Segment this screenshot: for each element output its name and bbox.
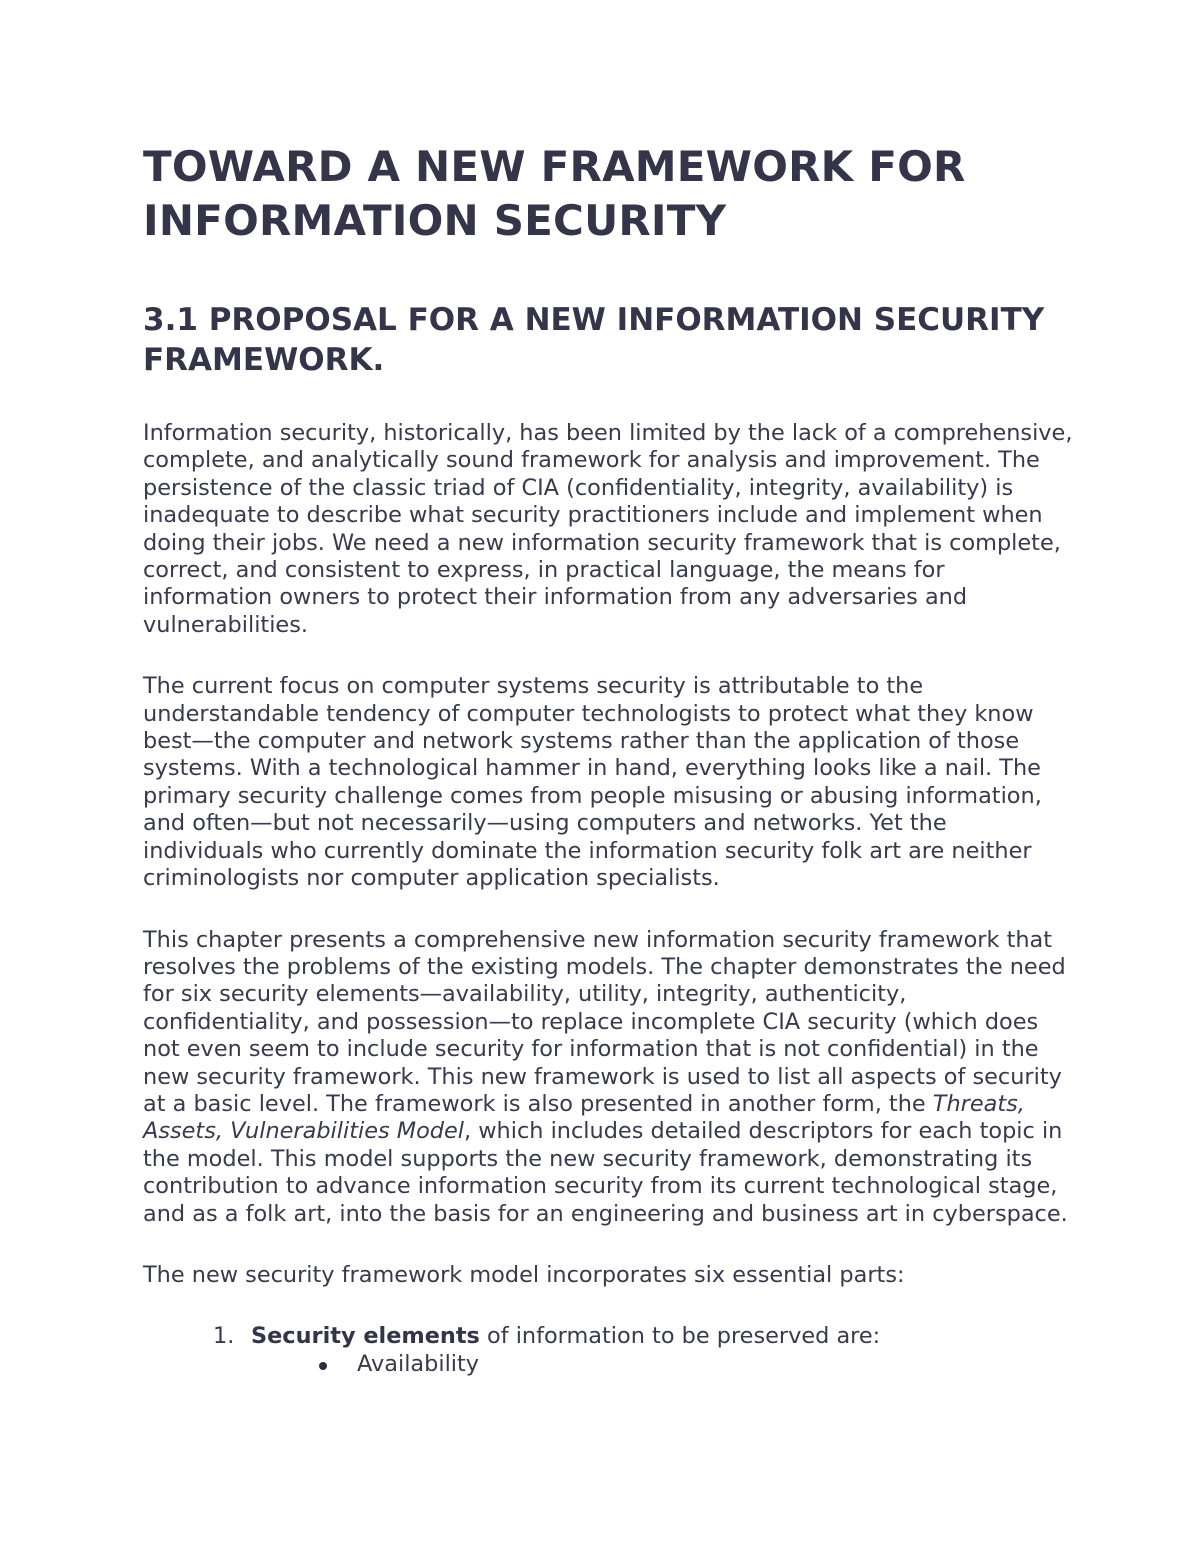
essential-parts-list: [143, 1323, 1073, 1378]
section-heading: 3.1 PROPOSAL FOR A NEW INFORMATION SECURITY FRAMEWORK.: [143, 302, 1045, 378]
document-title: TOWARD A NEW FRAMEWORK FOR INFORMATION SECURITY: [143, 142, 966, 245]
list-item-bold-term: Security elements: [251, 1323, 480, 1350]
document-body: [143, 140, 1073, 1378]
sublist-item-label: Availability: [357, 1350, 480, 1377]
paragraph-3-text-start: This chapter presents a comprehensive new information security framework that resolves the problems of the existing models. The chapter demonstrates the need for six security elements—availability, utility, integrity, authenticity, confidentiality, and possession—to replace incomplete CIA security (which does not even seem to include security for information that is not confidential) in the new security framework. This new framework is used to list all aspects of security at a basic level. The framework is also presented in another form, the: [143, 926, 1066, 1117]
paragraph-3-text-end: , which includes detailed descriptors for each topic in the model. This model supports the new security framework, demonstrating its contribution to advance information security from its current technological stage, and as a folk art, into the basis for an engineering and business art in cyberspace.: [143, 1118, 1068, 1227]
paragraph-3: [143, 927, 1073, 1228]
bullet-icon: [319, 1362, 327, 1370]
list-item-text: of information to be preserved are:: [479, 1323, 881, 1350]
paragraph-3-model-name: Threats, Assets, Vulnerabilities Model: [143, 1090, 1025, 1145]
paragraph-4: The new security framework model incorporates six essential parts:: [143, 1261, 905, 1288]
sublist-item-availability: [357, 1351, 1073, 1378]
list-item-security-elements: [213, 1323, 1073, 1378]
security-elements-sublist: [251, 1351, 1073, 1378]
paragraph-1: Information security, historically, has been limited by the lack of a comprehensive, complete, and analytically sound framework for analysis and improvement. The persistence of the classic triad of CIA (confidentiality, integrity, availability) is inadequate to describe what security practitioners include and implement when doing their jobs. We need a new information security framework that is complete, correct, and consistent to express, in practical language, the means for information owners to protect their information from any adversaries and vulnerabilities.: [143, 420, 1073, 638]
list-item-number: 1.: [213, 1323, 235, 1350]
paragraph-2: The current focus on computer systems security is attributable to the understandable tendency of computer technologists to protect what they know best—the computer and network systems rather than the application of those systems. With a technological hammer in hand, everything looks like a nail. The primary security challenge comes from people misusing or abusing information, and often—but not necessarily—using computers and networks. Yet the individuals who currently dominate the information security folk art are neither criminologists nor computer application specialists.: [143, 673, 1042, 892]
